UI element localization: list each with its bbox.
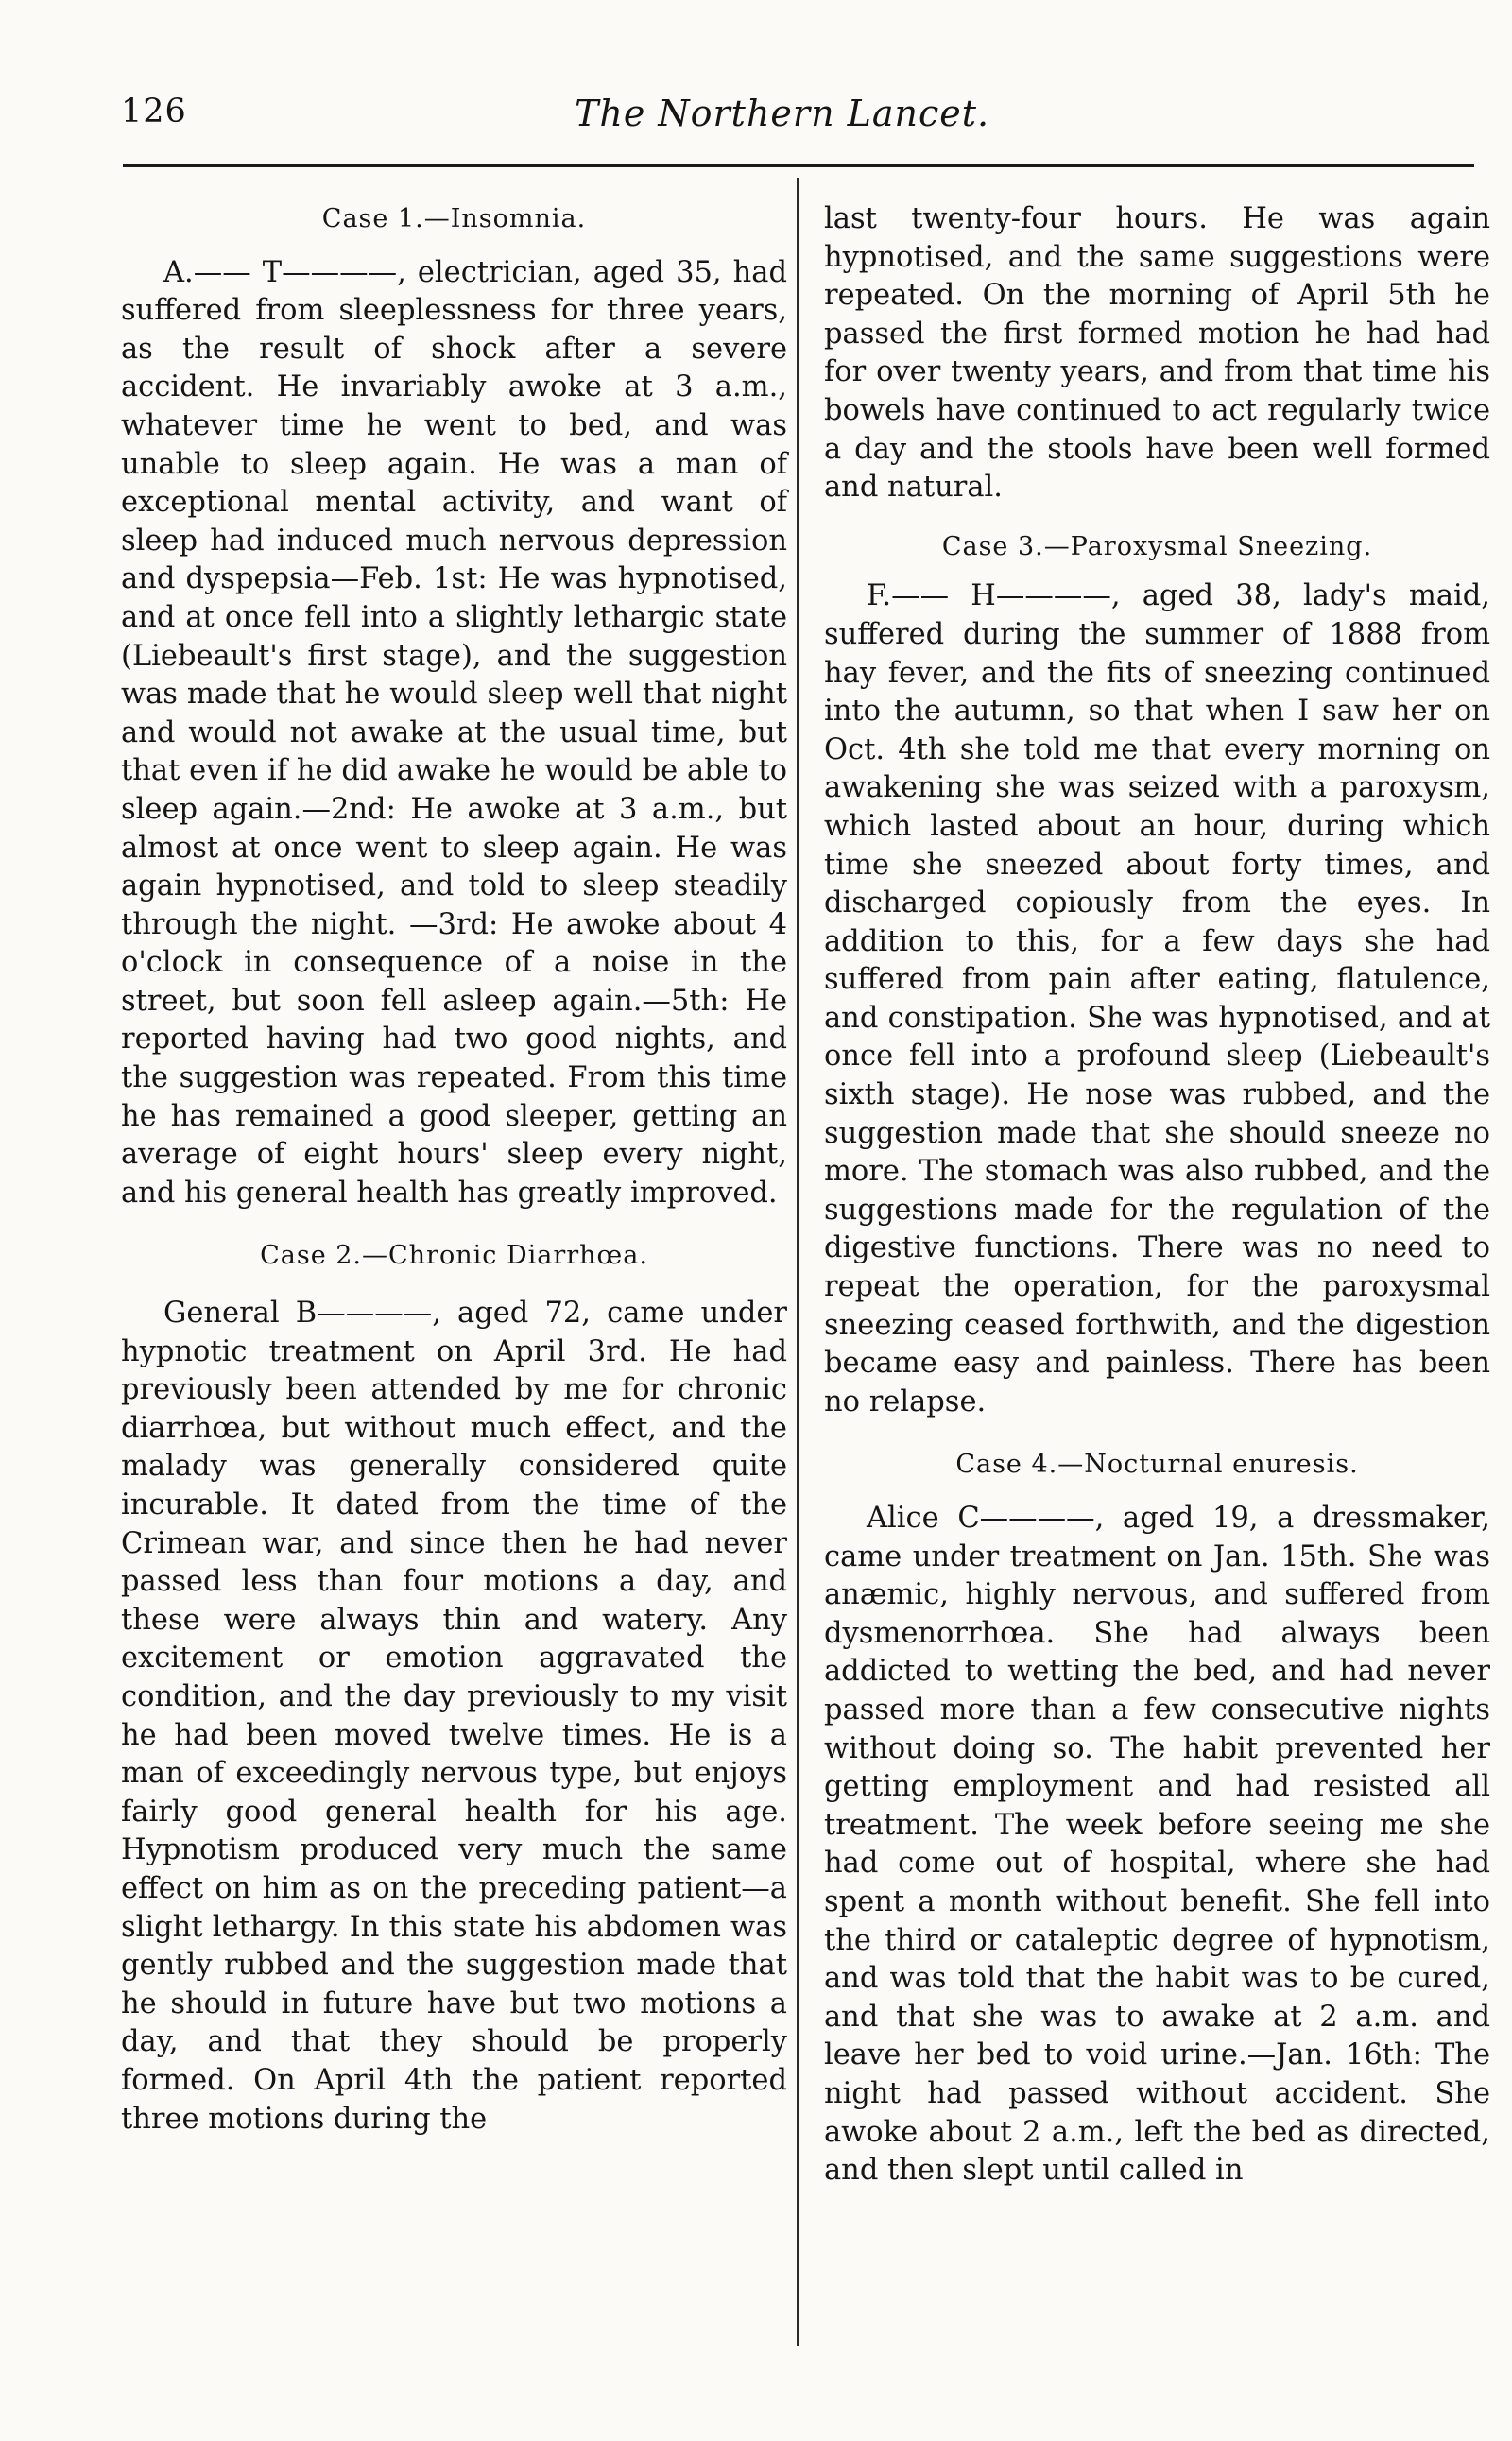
case-3-text: F.—— H————, aged 38, lady's maid, suffered during the summer of 1888 from hay fever, and the fits of sneezing continued into the autumn, so that when I saw her on Oct. 4th she told me that every morning on awakening she was seized with a paroxysm, which lasted about an hour, during which time she sneezed about forty times, and discharged copiously from the eyes. In addition to this, for a few days she had suffered from pain after eating, flatulence, and constipation. She was hypnotised, and at once fell into a profound sleep (Liebeault's sixth stage). He nose was rubbed, and the suggestion made that she should sneeze no more. The stomach was also rubbed, and the suggestions made for the regulation of the digestive functions. There was no need to repeat the operation, for the paroxysmal sneezing ceased forthwith, and the digestion became easy and painless. There has been no relapse. [824,579,1490,1418]
case-3-heading: Case 3.—Paroxysmal Sneezing. [941,531,1373,561]
header-rule [123,164,1474,167]
page-number: 126 [121,93,187,130]
case-2-text: General B————, aged 72, came under hypnotic treatment on April 3rd. He had previously been attended by me for chronic diarrhœa, but without much effect, and the malady was generally considered quite incurable. It dated from the time of the Crimean war, and since then he had never passed less than four motions a day, and these were always thin and watery. Any excitement or emotion aggravated the condition, and the day previously to my visit he had been moved twelve times. He is a man of exceedingly nervous type, but enjoys fairly good general health for his age. Hypnotism produced very much the same effect on him as on the preceding patient—a slight lethargy. In this state his abdomen was gently rubbed and the suggestion made that he should in future have but two motions a day, and that they should be properly formed. On April 4th the patient reported three motions during the [121,1297,787,2136]
case-1-text: A.—— T————, electrician, aged 35, had suffered from sleeplessness for three years, as the result of shock after a severe accident. He invariably awoke at 3 a.m., whatever time he went to bed, and was unable to sleep again. He was a man of exceptional mental activity, and want of sleep had induced much nervous depression and dyspepsia—Feb. 1st: He was hypnotised, and at once fell into a slightly lethargic state (Liebeault's first stage), and the suggestion was made that he would sleep well that night and would not awake at the usual time, but that even if he did awake he would be able to sleep again.—2nd: He awoke at 3 a.m., but almost at once went to sleep again. He was again hypnotised, and told to sleep steadily through the night. —3rd: He awoke about 4 o'clock in consequence of a noise in the street, but soon fell asleep again.—5th: He reported having had two good nights, and the suggestion was repeated. From this time he has remained a good sleeper, getting an average of eight hours' sleep every night, and his general health has greatly improved. [121,255,787,1210]
running-title: The Northern Lancet. [575,93,990,134]
case-1-heading: Case 1.—Insomnia. [321,204,587,233]
page-header [121,93,1474,146]
case-2-continued-text: last twenty-four hours. He was again hypnotised, and the same suggestions were repeated. On the morning of April 5th he passed the first formed motion he had had for over twenty years, and from that time his bowels have continued to act regularly twice a day and the stools have been well formed and natural. [824,202,1490,505]
left-column [121,200,787,2139]
case-2-heading: Case 2.—Chronic Diarrhœa. [260,1241,648,1271]
column-divider [797,178,799,2346]
case-4-text: Alice C————, aged 19, a dressmaker, came under treatment on Jan. 15th. She was anæmic, highly nervous, and suffered from dysmenorrhœa. She had always been addicted to wetting the bed, and had never passed more than a few consecutive nights without doing so. The habit prevented her getting employment and had resisted all treatment. The week before seeing me she had come out of hospital, where she had spent a month without benefit. She fell into the third or cataleptic degree of hypnotism, and was told that the habit was to be cured, and that she was to awake at 2 a.m. and leave her bed to void urine.—Jan. 16th: The night had passed without accident. She awoke about 2 a.m., left the bed as directed, and then slept until called in [824,1502,1490,2188]
right-column [824,200,1490,2191]
case-4-heading: Case 4.—Nocturnal enuresis. [955,1450,1359,1480]
